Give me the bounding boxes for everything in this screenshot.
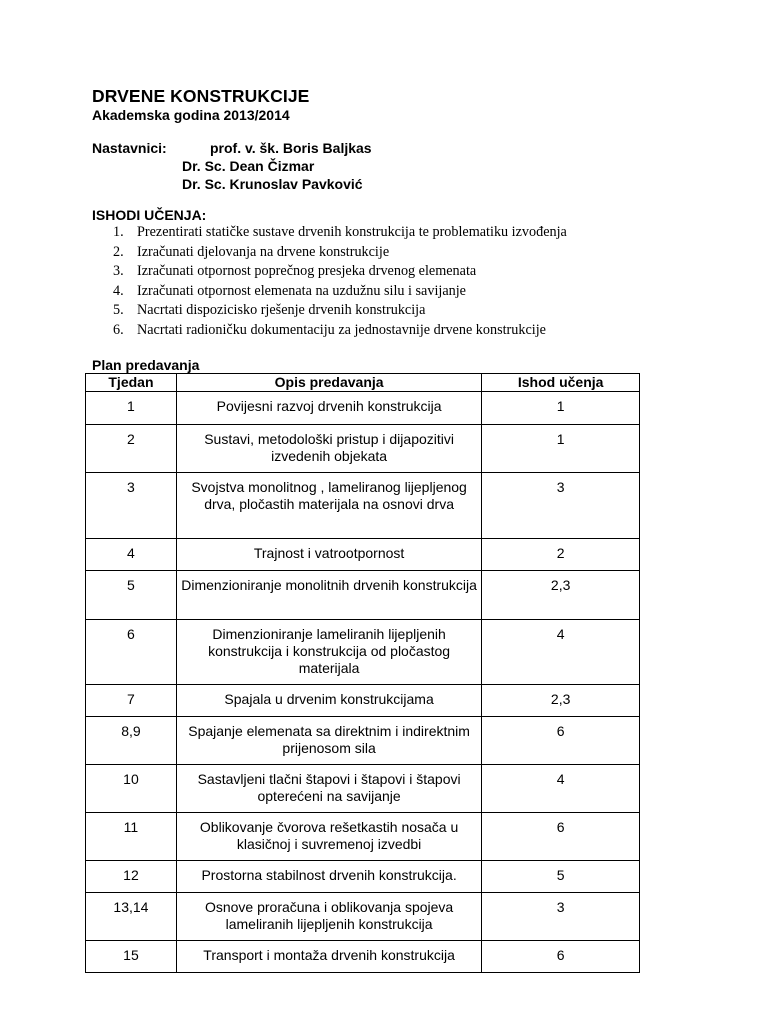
cell-description: Prostorna stabilnost drvenih konstrukcija. xyxy=(176,861,481,893)
cell-description: Dimenzioniranje lameliranih lijepljenih konstrukcija i konstrukcija od pločastog materijala xyxy=(176,620,481,685)
cell-outcome: 2,3 xyxy=(482,571,640,620)
outcomes-title: ISHODI UČENJA: xyxy=(92,207,207,223)
document-title: DRVENE KONSTRUKCIJE xyxy=(92,86,310,106)
cell-week: 10 xyxy=(86,765,177,813)
cell-description: Transport i montaža drvenih konstrukcija xyxy=(176,941,481,973)
cell-outcome: 6 xyxy=(482,941,640,973)
cell-description: Trajnost i vatrootpornost xyxy=(176,539,481,571)
cell-week: 6 xyxy=(86,620,177,685)
outcome-number: 2. xyxy=(113,243,124,260)
table-row xyxy=(86,893,640,941)
cell-outcome: 4 xyxy=(482,765,640,813)
cell-week: 12 xyxy=(86,861,177,893)
outcome-text: Prezentirati statičke sustave drvenih konstrukcija te problematiku izvođenja xyxy=(137,224,567,240)
cell-week: 11 xyxy=(86,813,177,861)
cell-outcome: 5 xyxy=(482,861,640,893)
cell-outcome: 1 xyxy=(482,425,640,473)
cell-description: Oblikovanje čvorova rešetkastih nosača u klasičnoj i suvremenoj izvedbi xyxy=(176,813,481,861)
outcome-text: Izračunati otpornost elemenata na uzdužnu silu i savijanje xyxy=(137,282,466,299)
cell-outcome: 2 xyxy=(482,539,640,571)
cell-outcome: 3 xyxy=(482,473,640,539)
outcomes-list xyxy=(113,223,567,340)
cell-description: Spajanje elemenata sa direktnim i indirektnim prijenosom sila xyxy=(176,717,481,765)
outcome-number: 3. xyxy=(113,263,124,279)
cell-week: 15 xyxy=(86,941,177,973)
teacher-name: Dr. Sc. Dean Čizmar xyxy=(182,158,315,174)
outcome-text: Nacrtati dispozicisko rješenje drvenih konstrukcija xyxy=(137,302,426,318)
cell-outcome: 6 xyxy=(482,813,640,861)
cell-week: 1 xyxy=(86,392,177,425)
academic-year: Akademska godina 2013/2014 xyxy=(92,107,290,123)
cell-outcome: 2,3 xyxy=(482,685,640,717)
cell-outcome: 1 xyxy=(482,392,640,425)
teacher-name: prof. v. šk. Boris Baljkas xyxy=(210,140,372,156)
cell-description: Svojstva monolitnog , lameliranog lijepljenog drva, pločastih materijala na osnovi drva xyxy=(176,473,481,539)
plan-title: Plan predavanja xyxy=(92,357,200,373)
cell-outcome: 6 xyxy=(482,717,640,765)
column-header-outcome: Ishod učenja xyxy=(482,374,640,392)
table-row xyxy=(86,861,640,893)
cell-week: 2 xyxy=(86,425,177,473)
cell-description: Povijesni razvoj drvenih konstrukcija xyxy=(176,392,481,425)
cell-week: 7 xyxy=(86,685,177,717)
outcome-item xyxy=(113,321,567,341)
outcome-text: Izračunati djelovanja na drvene konstrukcije xyxy=(137,243,390,260)
teachers-label: Nastavnici: xyxy=(92,140,167,156)
cell-week: 3 xyxy=(86,473,177,539)
table-row xyxy=(86,473,640,539)
outcome-item xyxy=(113,262,567,282)
cell-week: 13,14 xyxy=(86,893,177,941)
table-row xyxy=(86,620,640,685)
table-row xyxy=(86,941,640,973)
cell-week: 8,9 xyxy=(86,717,177,765)
outcome-item xyxy=(113,243,567,263)
outcome-item xyxy=(113,282,567,302)
column-header-week: Tjedan xyxy=(86,374,177,392)
table-row xyxy=(86,539,640,571)
cell-description: Sustavi, metodološki pristup i dijapozitivi izvedenih objekata xyxy=(176,425,481,473)
cell-description: Osnove proračuna i oblikovanja spojeva lameliranih lijepljenih konstrukcija xyxy=(176,893,481,941)
cell-outcome: 3 xyxy=(482,893,640,941)
cell-description: Dimenzioniranje monolitnih drvenih konstrukcija xyxy=(176,571,481,620)
outcome-number: 5. xyxy=(113,302,124,318)
cell-week: 5 xyxy=(86,571,177,620)
cell-week: 4 xyxy=(86,539,177,571)
table-row xyxy=(86,765,640,813)
teacher-name: Dr. Sc. Krunoslav Pavković xyxy=(182,176,363,192)
outcome-item xyxy=(113,223,567,243)
table-row xyxy=(86,425,640,473)
table-row xyxy=(86,813,640,861)
cell-description: Sastavljeni tlačni štapovi i štapovi i štapovi opterećeni na savijanje xyxy=(176,765,481,813)
cell-description: Spajala u drvenim konstrukcijama xyxy=(176,685,481,717)
table-row xyxy=(86,571,640,620)
table-header-row xyxy=(86,374,640,392)
outcome-text: Nacrtati radioničku dokumentaciju za jednostavnije drvene konstrukcije xyxy=(137,321,546,338)
column-header-description: Opis predavanja xyxy=(176,374,481,392)
table-row xyxy=(86,685,640,717)
table-row xyxy=(86,717,640,765)
outcome-number: 1. xyxy=(113,224,124,240)
outcome-number: 6. xyxy=(113,321,124,338)
outcome-item xyxy=(113,301,567,321)
cell-outcome: 4 xyxy=(482,620,640,685)
table-row xyxy=(86,392,640,425)
outcome-number: 4. xyxy=(113,282,124,299)
outcome-text: Izračunati otpornost poprečnog presjeka drvenog elemenata xyxy=(137,263,477,279)
lecture-plan-table xyxy=(85,373,640,973)
